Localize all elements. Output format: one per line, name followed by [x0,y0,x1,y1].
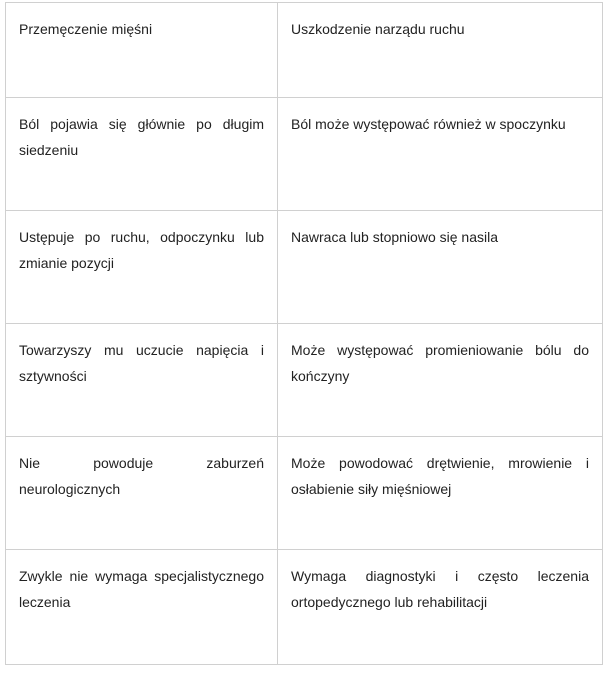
table-row [6,211,603,324]
table-cell-left: Nie powoduje zaburzeń neurologicznych [6,437,278,550]
column-header-locomotor-injury: Uszkodzenie narządu ruchu [278,3,603,98]
table-row [6,550,603,665]
table-cell-right: Może powodować drętwienie, mrowienie i osłabienie siły mięśniowej [278,437,603,550]
table-row [6,437,603,550]
table-cell-right: Może występować promieniowanie bólu do kończyny [278,324,603,437]
table-cell-right: Ból może występować również w spoczynku [278,98,603,211]
comparison-table [5,2,603,665]
table-cell-right: Nawraca lub stopniowo się nasila [278,211,603,324]
table-row [6,98,603,211]
table-cell-right: Wymaga diagnostyki i często leczenia ortopedycznego lub rehabilitacji [278,550,603,665]
table-header-row [6,3,603,98]
table-cell-left: Zwykle nie wymaga specjalistycznego leczenia [6,550,278,665]
table-cell-left: Towarzyszy mu uczucie napięcia i sztywności [6,324,278,437]
column-header-muscle-fatigue: Przemęczenie mięśni [6,3,278,98]
table-cell-left: Ból pojawia się głównie po długim siedzeniu [6,98,278,211]
table-row [6,324,603,437]
table-cell-left: Ustępuje po ruchu, odpoczynku lub zmianie pozycji [6,211,278,324]
